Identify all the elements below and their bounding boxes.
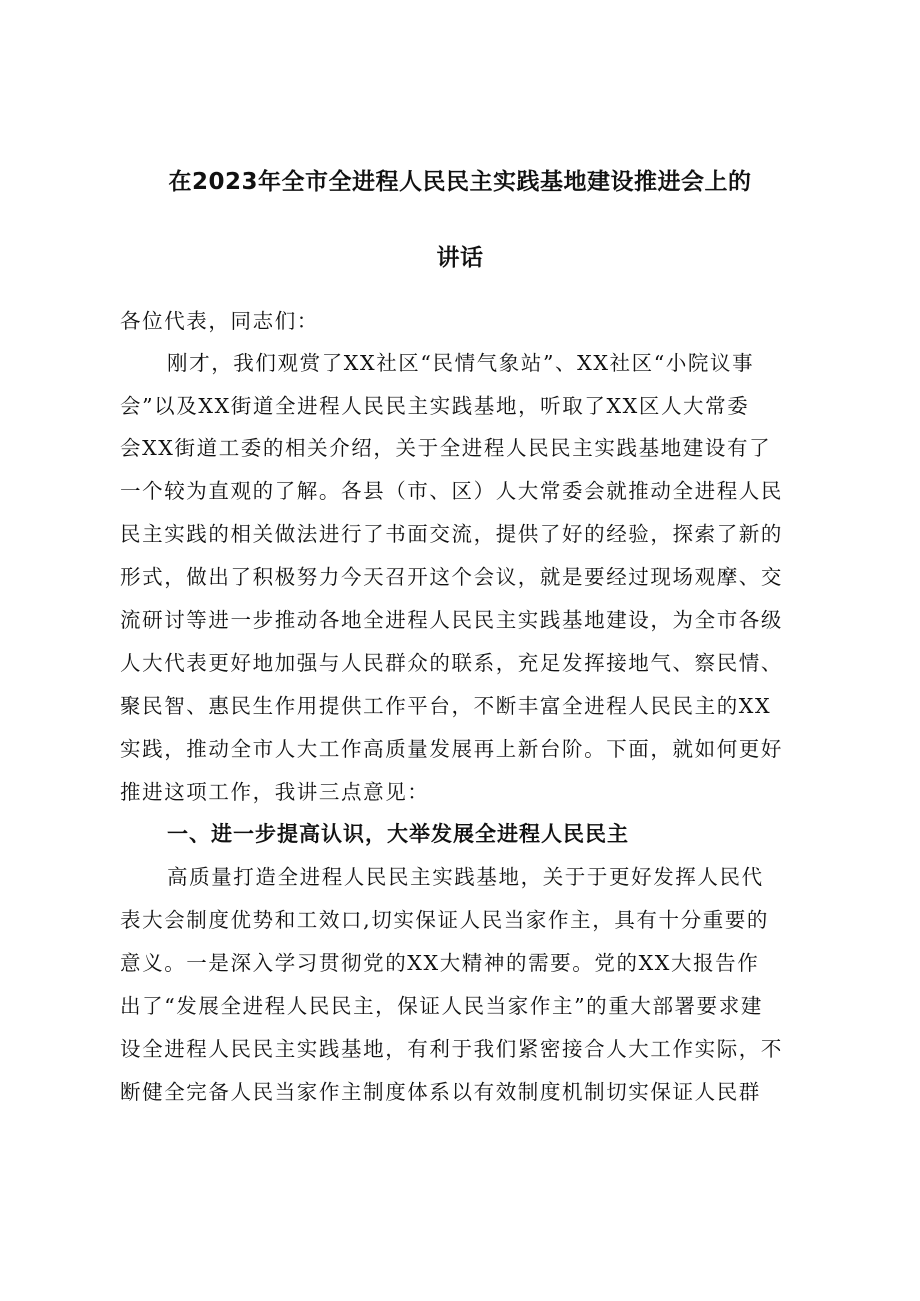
paragraph-2-line: 断健全完备人民当家作主制度体系以有效制度机制切实保证人民群 xyxy=(120,1080,761,1104)
paragraph-1-line: 人大代表更好地加强与人民群众的联系，充足发挥接地气、察民情、 xyxy=(120,651,783,675)
paragraph-1-line: 会”以及XX街道全进程人民民主实践基地，听取了XX区人大常委 xyxy=(120,394,750,418)
document-title-line-2: 讲话 xyxy=(436,245,484,271)
paragraph-1-line: 形式，做出了积极努力今天召开这个会议，就是要经过现场观摩、交 xyxy=(120,565,783,589)
document-title-line-1: 在2023年全市全进程人民民主实践基地建设推进会上的 xyxy=(168,169,752,195)
paragraph-2-line: 出了“发展全进程人民民主，保证人民当家作主”的重大部署要求建 xyxy=(120,994,763,1018)
paragraph-1-line: 聚民智、惠民生作用提供工作平台，不断丰富全进程人民民主的XX xyxy=(120,694,772,718)
paragraph-1-line: 推进这项工作，我讲三点意见： xyxy=(120,780,430,804)
salutation: 各位代表，同志们： xyxy=(120,309,319,333)
paragraph-1-line: 刚才，我们观赏了XX社区“民情气象站”、XX社区“小院议事 xyxy=(167,351,755,375)
paragraph-1-line: 会XX街道工委的相关介绍，关于全进程人民民主实践基地建设有了 xyxy=(120,436,772,460)
paragraph-2-line: 意义。一是深入学习贯彻党的XX大精神的需要。党的XX大报告作 xyxy=(120,951,760,975)
paragraph-1-line: 实践，推动全市人大工作高质量发展再上新台阶。下面，就如何更好 xyxy=(120,737,783,761)
paragraph-1-line: 一个较为直观的了解。各县（市、区）人大常委会就推动全进程人民 xyxy=(120,479,783,503)
paragraph-2-line: 高质量打造全进程人民民主实践基地，关于于更好发挥人民代 xyxy=(167,865,764,889)
paragraph-2-line: 表大会制度优势和工效口,切实保证人民当家作主，具有十分重要的 xyxy=(120,908,770,932)
paragraph-1-line: 民主实践的相关做法进行了书面交流，提供了好的经验，探索了新的 xyxy=(120,522,783,546)
paragraph-1-line: 流研讨等进一步推动各地全进程人民民主实践基地建设，为全市各级 xyxy=(120,608,783,632)
section-heading-1: 一、进一步提高认识，大举发展全进程人民民主 xyxy=(167,822,629,846)
paragraph-2-line: 设全进程人民民主实践基地，有利于我们紧密接合人大工作实际，不 xyxy=(120,1037,783,1061)
